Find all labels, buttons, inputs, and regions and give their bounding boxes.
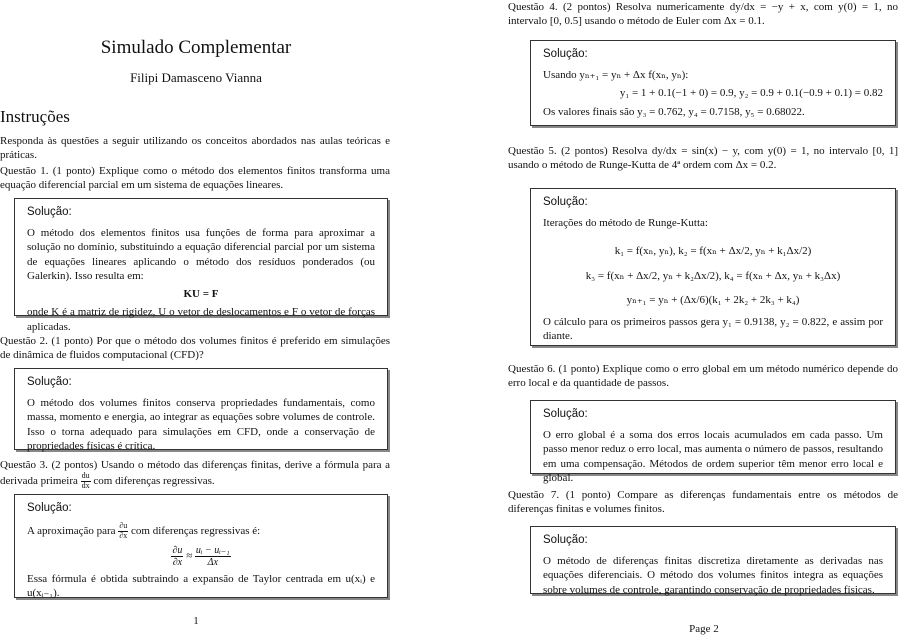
solution-box-5 bbox=[530, 188, 896, 346]
rk-equation-3: yₙ₊₁ = yₙ + (Δx/6)(k₁ + 2k₂ + 2k₃ + k₄) bbox=[626, 293, 800, 306]
solution-box-6 bbox=[530, 400, 896, 484]
solution-3-intro bbox=[27, 522, 375, 541]
question-3 bbox=[0, 458, 390, 491]
question-6: Questão 6. (1 ponto) Explique como o erro global em um método numérico depende do erro local e da quantidade de passos. bbox=[508, 363, 898, 390]
solution-1-text: O método dos elementos finitos usa funções de forma para aproximar a solução no domínio, substituindo a equação diferencial parcial por um sistema de equações lineares aplicando o método dos resíduos ponderados (ou Galerkin). Isso resulta em: bbox=[27, 226, 375, 282]
question-7: Questão 7. (1 ponto) Compare as diferenças fundamentais entre os métodos de diferenças finitas e volumes finitos. bbox=[508, 489, 898, 516]
rhs-fraction: $\frac{\text{uᵢ − uᵢ₋₁}}{\Delta x}$ bbox=[195, 544, 230, 568]
solution-5-text: Iterações do método de Runge-Kutta: bbox=[543, 216, 708, 229]
rk-equation-1: k₁ = f(xₙ, yₙ), k₂ = f(xₙ + Δx/2, yₙ + k₁Δx/2) bbox=[614, 245, 812, 258]
document-title: Simulado Complementar bbox=[100, 37, 292, 58]
solution-1-after: onde K é a matriz de rigidez, U o vetor de deslocamentos e F o vetor de forças aplicadas. bbox=[27, 306, 375, 333]
solution-label: Solução: bbox=[543, 408, 588, 420]
solution-box-2 bbox=[14, 368, 388, 450]
solution-2-text: O método dos volumes finitos conserva propriedades fundamentais, como massa, momento e energia, ao integrar as equações sobre volumes de controle. Isso o torna adequado para simulações em CFD, onde a conservação de propriedades físicas é crítica. bbox=[27, 396, 375, 452]
document-author: Filipi Damasceno Vianna bbox=[130, 70, 262, 85]
solution-3-equation bbox=[27, 545, 375, 568]
solution-label: Solução: bbox=[543, 534, 588, 546]
solution-label: Solução: bbox=[27, 376, 72, 388]
lhs-fraction: $\frac{\partial u}{\partial x}$ bbox=[172, 544, 183, 568]
question-1: Questão 1. (1 ponto) Explique como o método dos elementos finitos transforma uma equação diferencial parcial em um sistema de equações lineares. bbox=[0, 165, 390, 192]
question-3-part-a: Questão 3. (2 pontos) Usando o método das diferenças finitas, derive a fórmula para a derivada primeira bbox=[0, 459, 390, 488]
solution-4-after: Os valores finais são y₃ = 0.762, y₄ = 0.7158, y₅ = 0.68022. bbox=[543, 105, 805, 118]
solution-3-intro-a: A aproximação para bbox=[27, 524, 116, 537]
rk-equation-2: k₃ = f(xₙ + Δx/2, yₙ + k₂Δx/2), k₄ = f(xₙ + Δx, yₙ + k₃Δx) bbox=[585, 269, 841, 282]
page-number-1: 1 bbox=[193, 615, 199, 627]
approx-symbol: ≈ bbox=[186, 549, 193, 562]
section-heading: Instruções bbox=[0, 107, 70, 126]
solution-box-7 bbox=[530, 526, 896, 594]
instructions-text: Responda às questões a seguir utilizando os conceitos abordados nas aulas teóricas e práticas. bbox=[0, 135, 390, 162]
page-2 bbox=[508, 0, 900, 636]
solution-1-equation: KU = F bbox=[183, 288, 219, 301]
solution-box-3 bbox=[14, 494, 388, 598]
partial-fraction-inline: $\frac{\partial u}{\partial x}$ bbox=[119, 520, 128, 540]
question-2: Questão 2. (1 ponto) Por que o método dos volumes finitos é preferido em simulações de dinâmica de fluidos computacional (CFD)? bbox=[0, 335, 390, 362]
solution-7-text: O método de diferenças finitas discretiza diretamente as derivadas nas equações diferenciais. O método dos volumes finitos integra as equações sobre volumes de controle, garantindo conservação de propriedades físicas. bbox=[543, 554, 883, 596]
solution-label: Solução: bbox=[27, 206, 72, 218]
solution-label: Solução: bbox=[543, 48, 588, 60]
solution-3-intro-b: com diferenças regressivas é: bbox=[131, 524, 261, 537]
solution-box-1 bbox=[14, 198, 388, 333]
question-5: Questão 5. (2 pontos) Resolva dy/dx = sin(x) − y, com y(0) = 1, no intervalo [0, 1] usando o método de Runge-Kutta de 4ª ordem com Δx = 0.2. bbox=[508, 145, 898, 172]
solution-4-text: Usando yₙ₊₁ = yₙ + Δx f(xₙ, yₙ): bbox=[543, 68, 689, 81]
solution-6-text: O erro global é a soma dos erros locais acumulados em cada passo. Um passo menor reduz o erro local, mas aumenta o número de passos, resultando em uma compensação. Métodos de ordem superior têm menor erro local e global. bbox=[543, 428, 883, 484]
page-1 bbox=[0, 0, 392, 636]
solution-5-after: O cálculo para os primeiros passos gera y₁ = 0.9138, y₂ = 0.822, e assim por diante. bbox=[543, 316, 883, 343]
solution-3-after: Essa fórmula é obtida subtraindo a expansão de Taylor centrada em u(xᵢ) e u(xᵢ₋₁). bbox=[27, 572, 375, 599]
derivative-fraction: $\frac{du}{dx}$ bbox=[81, 471, 90, 491]
solution-4-equation: y₁ = 1 + 0.1(−1 + 0) = 0.9, y₂ = 0.9 + 0.1(−0.9 + 0.1) = 0.82 bbox=[619, 87, 883, 100]
page-number-2: Page 2 bbox=[689, 623, 719, 635]
solution-label: Solução: bbox=[543, 196, 588, 208]
solution-box-4 bbox=[530, 40, 896, 126]
question-4: Questão 4. (2 pontos) Resolva numericamente dy/dx = −y + x, com y(0) = 1, no intervalo [0, 0.5] usando o método de Euler com Δx = 0.1. bbox=[508, 1, 898, 28]
solution-label: Solução: bbox=[27, 502, 72, 514]
question-3-part-b: com diferenças regressivas. bbox=[93, 475, 215, 488]
